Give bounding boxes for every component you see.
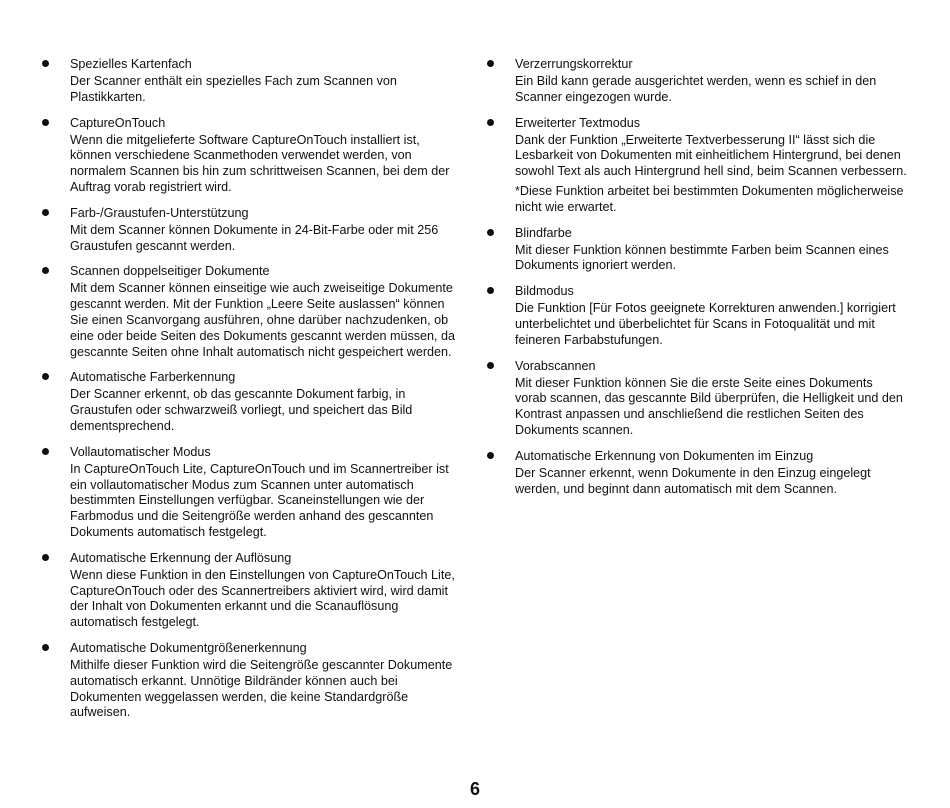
description-paragraph: Ein Bild kann gerade ausgerichtet werden, wenn es schief in den Scanner eingezogen wurde.: [515, 74, 877, 104]
right-column: [487, 54, 907, 504]
feature-description: [42, 74, 462, 106]
feature-description: [487, 133, 907, 216]
feature-heading: [42, 113, 462, 133]
feature-title: CaptureOnTouch: [70, 115, 166, 130]
feature-item: [42, 638, 462, 721]
feature-item: [42, 261, 462, 360]
description-paragraph: Der Scanner enthält ein spezielles Fach zum Scannen von Plastikkarten.: [70, 74, 397, 104]
feature-description: [487, 74, 907, 106]
feature-heading: [42, 442, 462, 462]
bullet-icon: [42, 60, 49, 67]
left-column: [42, 54, 462, 728]
feature-heading: [42, 54, 462, 74]
feature-heading: [487, 446, 907, 466]
feature-item: [487, 113, 907, 216]
description-paragraph: Mit dem Scanner können einseitige wie auch zweiseitige Dokumente gescannt werden. Mit der Funktion „Leere Seite auslassen“ können Sie einen Scanvorgang ausführen, ohne darüber nachzudenken, ob eine oder beide Seiten des Dokuments gescannt werden müssen, da gescannte Seiten ohne Inhalt automatisch nicht gespeichert werden.: [70, 281, 456, 359]
bullet-icon: [42, 448, 49, 455]
feature-item: [487, 356, 907, 439]
feature-item: [42, 442, 462, 541]
bullet-icon: [42, 554, 49, 561]
feature-description: [487, 301, 907, 348]
feature-heading: [487, 281, 907, 301]
feature-title: Erweiterter Textmodus: [515, 115, 641, 130]
bullet-icon: [42, 119, 49, 126]
feature-description: [42, 568, 462, 631]
description-paragraph: Dank der Funktion „Erweiterte Textverbesserung II“ lässt sich die Lesbarkeit von Dokumenten mit einheitlichem Hintergrund, bei denen sowohl Text als auch Hintergrund hell sind, beim Scannen verbessern.: [515, 132, 907, 179]
feature-description: [42, 223, 462, 255]
feature-title: Farb-/Graustufen-Unterstützung: [70, 205, 249, 220]
feature-description: [42, 658, 462, 721]
feature-heading: [487, 54, 907, 74]
feature-description: [42, 133, 462, 196]
feature-title: Bildmodus: [515, 284, 574, 299]
feature-description: [487, 466, 907, 498]
description-paragraph: Mithilfe dieser Funktion wird die Seitengröße gescannter Dokumente automatisch erkannt. Unnötige Bildränder können auch bei Dokumenten weggelassen werden, die keine Standardgröße aufweisen.: [70, 657, 453, 720]
feature-title: Scannen doppelseitiger Dokumente: [70, 264, 270, 279]
bullet-icon: [487, 60, 494, 67]
feature-title: Blindfarbe: [515, 225, 572, 240]
description-paragraph: Mit dem Scanner können Dokumente in 24-Bit-Farbe oder mit 256 Graustufen gescannt werden.: [70, 222, 439, 253]
description-paragraph: Wenn diese Funktion in den Einstellungen von CaptureOnTouch Lite, CaptureOnTouch oder des Scannertreibers aktiviert wird, wird damit der Inhalt von Dokumenten erkannt und die Scanauflösung automatisch festgelegt.: [70, 567, 455, 630]
feature-heading: [42, 367, 462, 387]
description-paragraph: Die Funktion [Für Fotos geeignete Korrekturen anwenden.] korrigiert unterbelichtet und überbelichtet für Scans in Fotoqualität und mit feineren Farbabstufungen.: [515, 301, 896, 347]
feature-description: [42, 281, 462, 360]
feature-item: [42, 113, 462, 196]
page-number: 6: [469, 779, 480, 799]
bullet-icon: [42, 267, 49, 274]
bullet-icon: [487, 229, 494, 236]
feature-description: [42, 387, 462, 434]
bullet-icon: [487, 287, 494, 294]
feature-heading: [42, 261, 462, 281]
feature-title: Verzerrungskorrektur: [515, 57, 633, 71]
feature-item: [487, 446, 907, 498]
description-paragraph: In CaptureOnTouch Lite, CaptureOnTouch und im Scannertreiber ist ein vollautomatischer Modus zum Scannen unter automatisch bestimmten Einstellungen verfügbar. Scaneinstellungen wie der Farbmodus und die Seitengröße werden anhand des gescannten Dokuments automatisch festgelegt.: [70, 461, 449, 539]
feature-title: Vollautomatischer Modus: [70, 444, 211, 459]
feature-description: [487, 376, 907, 439]
feature-item: [42, 203, 462, 255]
feature-title: Automatische Farberkennung: [70, 370, 236, 385]
feature-item: [487, 54, 907, 106]
description-paragraph: Mit dieser Funktion können bestimmte Farben beim Scannen eines Dokuments ignoriert werden.: [515, 242, 889, 273]
feature-item: [42, 54, 462, 106]
feature-heading: [487, 356, 907, 376]
bullet-icon: [42, 644, 49, 651]
feature-heading: [487, 113, 907, 133]
feature-title: Spezielles Kartenfach: [70, 57, 192, 71]
feature-heading: [487, 223, 907, 243]
bullet-icon: [487, 452, 494, 459]
description-paragraph: Der Scanner erkennt, wenn Dokumente in den Einzug eingelegt werden, und beginnt dann automatisch mit dem Scannen.: [515, 465, 871, 496]
feature-title: Automatische Erkennung von Dokumenten im Einzug: [515, 448, 814, 463]
bullet-icon: [487, 362, 494, 369]
feature-item: [42, 367, 462, 434]
bullet-icon: [42, 373, 49, 380]
description-paragraph: Wenn die mitgelieferte Software CaptureOnTouch installiert ist, können verschiedene Scanmethoden verwendet werden, von normalem Scannen bis hin zum schrittweisen Scannen, bei dem der Auftrag vorab registriert wird.: [70, 132, 450, 194]
feature-title: Automatische Erkennung der Auflösung: [70, 550, 292, 565]
feature-item: [487, 281, 907, 348]
feature-heading: [42, 638, 462, 658]
feature-item: [42, 548, 462, 631]
description-paragraph: *Diese Funktion arbeitet bei bestimmten Dokumenten möglicherweise nicht wie erwartet.: [515, 183, 904, 214]
bullet-icon: [42, 209, 49, 216]
feature-title: Automatische Dokumentgrößenerkennung: [70, 640, 307, 655]
feature-title: Vorabscannen: [515, 358, 596, 373]
feature-description: [487, 243, 907, 275]
feature-heading: [42, 548, 462, 568]
feature-heading: [42, 203, 462, 223]
description-paragraph: Der Scanner erkennt, ob das gescannte Dokument farbig, in Graustufen oder schwarzweiß vorliegt, und speichert das Bild dementsprechend.: [70, 387, 413, 433]
bullet-icon: [487, 119, 494, 126]
feature-description: [42, 462, 462, 541]
feature-item: [487, 223, 907, 275]
description-paragraph: Mit dieser Funktion können Sie die erste Seite eines Dokuments vorab scannen, das gescannte Bild überprüfen, die Helligkeit und den Kontrast anpassen und anschließend die restlichen Seiten des Dokuments scannen.: [515, 375, 903, 437]
